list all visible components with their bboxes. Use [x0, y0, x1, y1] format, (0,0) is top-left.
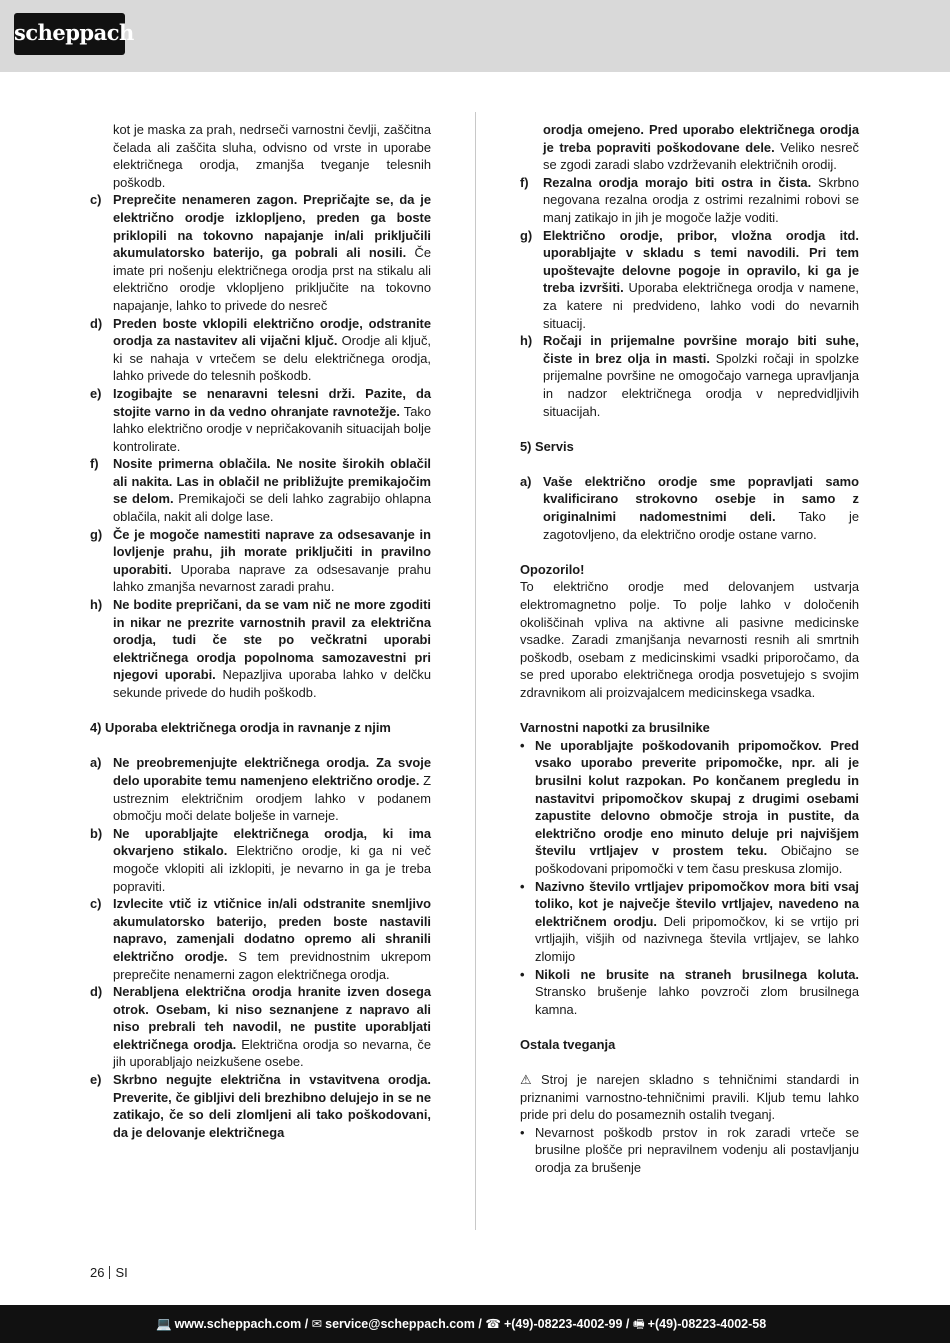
item-bold: Izvlecite vtič iz vtičnice in/ali odstranite snemljivo akumulatorsko baterijo, preden boste nastavili napravo, zamenjali dodatno opremo ali shranili električno orodje.: [113, 896, 431, 964]
list-item: [520, 227, 859, 333]
residual-body: Stroj je narejen skladno s tehničnimi standardi in priznanimi varnostno-tehničnimi pravili. Kljub temu lahko pride pri delu do posameznih ostalih tveganj.: [520, 1072, 859, 1123]
item-text: Če imate pri nošenju električnega orodja prst na stikalu ali električno orodje vklopljeno priključite na tokovno napajanje, lahko to privede do nesreč: [113, 245, 431, 313]
list-item: [90, 825, 431, 895]
item-text: Uporaba naprave za odsesavanje prahu lahko zmanjša nevarnost zaradi prahu.: [113, 561, 431, 595]
list-item: [90, 385, 431, 455]
item-label: g): [520, 227, 533, 243]
list-item: [520, 174, 859, 227]
scheppach-logo: scheppach: [14, 13, 125, 55]
computer-icon: 💻: [156, 1317, 172, 1331]
item-bold: Nosite primerna oblačila. Ne nosite širokih oblačil ali nakita. Las in oblačil ne približujte premikajočim se delom.: [113, 456, 431, 507]
item-bold: Rezalna orodja morajo biti ostra in čista.: [543, 174, 812, 190]
item-label: e): [90, 385, 102, 401]
item-label: a): [90, 755, 102, 771]
item-text: Električno orodje, ki ga ni več mogoče vklopiti ali izklopiti, je nevarno in ga je treba popraviti.: [113, 843, 431, 894]
footer-phone: +(49)-08223-4002-99 /: [503, 1317, 630, 1331]
item-label: b): [90, 825, 103, 841]
item-bold: Preprečite nenameren zagon. Prepričajte se, da je električno orodje izklopljeno, preden ga boste priklopili na tokovno napajanje in/ali priključili akumulatorsko baterijo, ga pobrali ali nosili.: [113, 192, 431, 261]
item-bold: Vaše električno orodje sme popravljati samo kvalificirano strokovno osebje in samo z originalnimi nadomestnimi deli.: [543, 473, 859, 525]
footer-mail[interactable]: service@scheppach.com /: [325, 1317, 482, 1331]
bullet-item: • Nazivno število vrtljajev pripomočkov mora biti vsaj toliko, kot je največje število vrtljajev, navedeno na električnem orodju. Deli pripomočkov, ki se vrtijo pri vrtljajih, višjih od nazivnega števila vrtljajev, se lahko zlomijo: [520, 878, 859, 964]
continued-text: [520, 121, 859, 174]
left-column: [90, 121, 431, 1141]
item-text: Električna orodja so nevarna, če jih uporabljajo neizkušene osebe.: [113, 1036, 431, 1070]
item-label: h): [520, 333, 533, 349]
bullet-text: Običajno se poškodovani pripomočki v tem času preskusa zlomijo.: [535, 843, 859, 876]
item-label: h): [90, 597, 103, 613]
list-item: [90, 455, 431, 525]
left-list-2: [90, 754, 431, 1141]
bullet-text: Deli pripomočkov, ki se vrtijo pri vrtljajih, višjih od nazivnega števila vrtljajev, se lahko zlomijo: [535, 913, 859, 964]
right-column: [520, 121, 859, 1177]
page-number-value: 26: [90, 1265, 105, 1280]
list-item: [90, 1071, 431, 1141]
grinder-title: Varnostni napotki za brusilnike: [520, 720, 710, 736]
item-bold: Če je mogoče namestiti naprave za odsesavanje in lovljenje prahu, jih morate priključiti in pravilno uporabiti.: [113, 526, 431, 577]
residual-title: Ostala tveganja: [520, 1036, 616, 1052]
continued-normal: Veliko nesreč se zgodi zaradi slabo vzdrževanih električnih orodij.: [543, 139, 859, 173]
item-text: Spolzki ročaji in spolzke prijemalne površine ne omogočajo varnega upravljanja in nadzor električnega orodja v nepredvidljivih situacijah.: [543, 350, 859, 419]
item-label: f): [520, 174, 529, 190]
list-item: [520, 332, 859, 420]
footer-web[interactable]: www.scheppach.com /: [174, 1317, 309, 1331]
list-item: [520, 473, 859, 543]
page-footer: [0, 1305, 950, 1343]
item-text: Uporaba električnega orodja v namene, za katere ni predvideno, lahko vodi do nevarnih situacij.: [543, 280, 859, 331]
item-text: Skrbno negovana rezalna orodja z ostrimi rezalnimi robovi se manj zatikajo in jih je mogoče lažje voditi.: [543, 174, 860, 225]
list-item: [90, 315, 431, 385]
bullet-bold: Nikoli ne brusite na straneh brusilnega koluta.: [535, 966, 859, 982]
fax-icon: 🖷: [632, 1317, 645, 1331]
intro-text: kot je maska za prah, nedrseči varnostni čevlji, zaščitna čelada ali zaščita sluha, odvisno od vrste in uporabe električnega orodja, zmanjša tveganje telesnih poškodb.: [113, 122, 431, 190]
item-text: Nepazljiva uporaba lahko v delčku sekunde privede do hudih poškodb.: [113, 667, 431, 700]
warning-title: Opozorilo!: [520, 561, 585, 577]
residual-text: [520, 1071, 859, 1124]
item-bold: Ročaji in prijemalne površine morajo biti suhe, čiste in brez olja in masti.: [543, 333, 859, 366]
list-item: [90, 983, 431, 1071]
item-label: a): [520, 473, 532, 489]
column-divider: [475, 112, 476, 1230]
bullet-item: • Ne uporabljajte poškodovanih pripomočkov. Pred vsako uporabo preverite pripomočke, npr. ali je brusilni kolut razpokan. Po končanem pregledu in nastavitvi pripomočkov skupaj z drugimi osebami zapustite delovno območje stroja in pustite, da električno orodje eno minuto deluje pri najvišjem številu vrtljajev v prostem teku. Običajno se poškodovani pripomočki v tem času preskusa zlomijo.: [520, 737, 859, 876]
item-label: g): [90, 526, 103, 542]
item-text: Premikajoči se deli lahko zagrabijo ohlapna oblačila, nakit ali dolge lase.: [113, 491, 432, 525]
left-list-1: [90, 191, 431, 701]
phone-icon: ☎: [485, 1317, 501, 1331]
continued-bold: orodja omejeno. Pred uporabo električnega orodja je treba popraviti poškodovane dele.: [543, 122, 859, 155]
item-bold: Skrbno negujte električna in vstavitvena orodja. Preverite, če gibljivi deli brezhibno delujejo in se ne zatikajo, če so deli zlomljeni ali tako poškodovani, da je delovanje električnega: [113, 1072, 431, 1140]
item-label: d): [90, 984, 103, 1000]
item-text: Tako je zagotovljeno, da električno orodje ostane varno.: [543, 509, 859, 542]
item-label: d): [90, 315, 103, 331]
item-label: e): [90, 1072, 102, 1088]
item-bold: Izogibajte se nenaravni telesni drži. Pazite, da stojite varno in da vedno ohranjate ravnotežje.: [113, 385, 431, 419]
footer-fax: +(49)-08223-4002-58: [647, 1317, 767, 1331]
list-item: [90, 191, 431, 314]
residual-bullet: Nevarnost poškodb prstov in rok zaradi vrteče se brusilne plošče pri nepravilnem vodenju ali postavljanju orodja za brušenje: [535, 1124, 859, 1176]
item-bold: Preden boste vklopili električno orodje, odstranite orodja za nastavitev ali vijačni ključ.: [113, 315, 431, 349]
item-bold: Električno orodje, pribor, vložna orodja itd. uporabljajte v skladu s temi navodili. Pri tem upoštevajte delovne pogoje in opravilo, ki ga je treba izvršiti.: [543, 227, 859, 296]
list-item: [90, 754, 431, 824]
bullet-item: • Nevarnost poškodb prstov in rok zaradi vrteče se brusilne plošče pri nepravilnem vodenju ali postavljanju orodja za brušenje: [520, 1124, 859, 1176]
item-text: S tem previdnostnim ukrepom preprečite nenamerni zagon električnega orodja.: [113, 948, 432, 982]
list-item: [90, 526, 431, 596]
item-text: Tako lahko električno orodje v nepričakovanih situacijah bolje kontrolirate.: [113, 403, 432, 454]
item-bold: Nerabljena električna orodja hranite izven dosega otrok. Osebam, ki niso seznanjene z napravo ali niso prebrali teh navodil, ne pustite uporabljati električnega orodja.: [113, 984, 431, 1052]
list-item: [90, 596, 431, 702]
page-language: SI: [115, 1265, 128, 1280]
bullet-bold: Nazivno število vrtljajev pripomočkov mora biti vsaj toliko, kot je največje število vrtljajev, navedeno na električnem orodju.: [535, 878, 859, 929]
bullet-text: Stransko brušenje lahko povzroči zlom brusilnega kamna.: [535, 984, 859, 1017]
item-text: Z ustreznim električnim orodjem lahko v podanem območju moči delate bolješe in varneje.: [113, 772, 431, 824]
item-bold: Ne bodite prepričani, da se vam nič ne more zgoditi in nikar ne prezrite varnostnih pravil za električna orodja, tudi če ste po večkratni uporabi električnega orodja popolnoma samozavestni pri njegovi uporabi.: [113, 597, 431, 683]
mail-icon: ✉: [311, 1317, 323, 1331]
page-header: [0, 0, 950, 72]
bullet-item: • Nikoli ne brusite na straneh brusilnega koluta. Stransko brušenje lahko povzroči zlom brusilnega kamna.: [520, 966, 859, 1017]
item-bold: Ne uporabljajte električnega orodja, ki ima okvarjeno stikalo.: [113, 825, 431, 859]
item-label: c): [90, 896, 102, 912]
item-label: c): [90, 192, 102, 208]
item-label: f): [90, 456, 99, 472]
section-heading: 4) Uporaba električnega orodja in ravnanje z njim: [90, 720, 391, 736]
page-number: [90, 1265, 128, 1280]
bullet-bold: Ne uporabljajte poškodovanih pripomočkov. Pred vsako uporabo preverite pripomočke, npr. ali je brusilni kolut razpokan. Po končanem pregledu in nastavitvi pripomočkov skupaj z drugimi osebami zapustite delovno območje stroja in pustite, da električno orodje eno minuto deluje pri najvišjem številu vrtljajev v prostem teku.: [535, 737, 859, 859]
warning-icon: ⚠: [520, 1072, 532, 1088]
list-item: [90, 895, 431, 983]
item-bold: Ne preobremenjujte električnega orodja. Za svoje delo uporabite temu namenjeno električno orodje.: [113, 755, 431, 788]
section-heading: 5) Servis: [520, 438, 574, 454]
item-text: Orodje ali ključ, ki se nahaja v vrtečem se delu električnega orodja, lahko privede do telesnih poškodb.: [113, 333, 431, 384]
warning-text: To električno orodje med delovanjem ustvarja elektromagnetno polje. To polje lahko v določenih okoliščinah vpliva na aktivne ali pasivne medicinske vsadke. Zaradi zmanjšanja nevarnosti resnih ali smrtnih poškodb, osebam z medicinskimi vsadki priporočamo, da se pred uporabo električnega orodja posvetujejo s svojim zdravnikom ali proizvajalcem medicinskega vsadka.: [520, 579, 859, 700]
